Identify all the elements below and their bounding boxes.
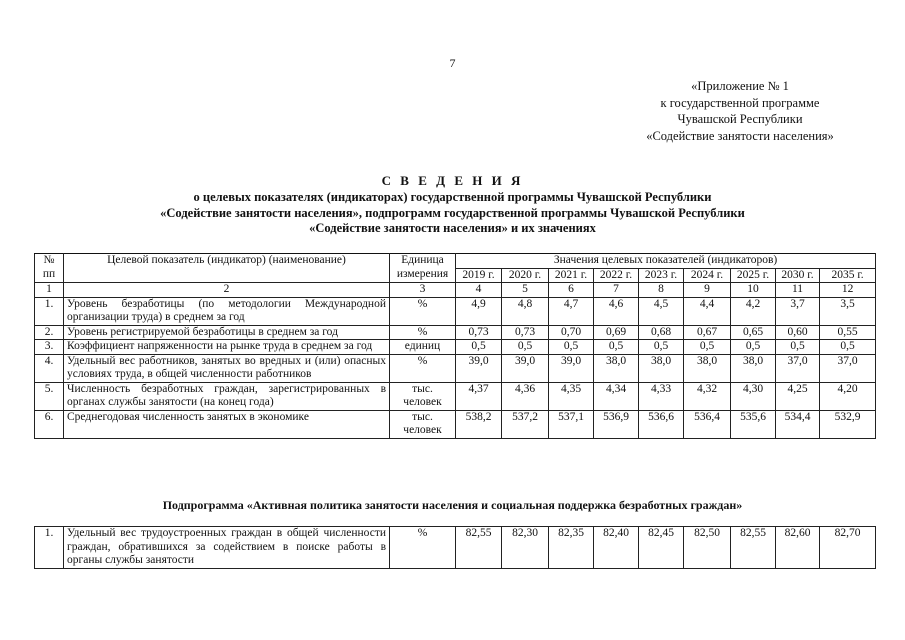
column-number: 9: [684, 283, 731, 298]
value-cell: 4,34: [594, 382, 639, 410]
value-cell: 82,35: [549, 527, 594, 569]
value-cell: 4,20: [820, 382, 876, 410]
value-cell: 0,60: [776, 325, 820, 340]
column-number: 12: [820, 283, 876, 298]
row-number: 3.: [35, 340, 64, 355]
column-number: 11: [776, 283, 820, 298]
value-cell: 0,5: [594, 340, 639, 355]
value-cell: 0,65: [731, 325, 776, 340]
header-year: 2020 г.: [502, 268, 549, 283]
value-cell: 0,68: [639, 325, 684, 340]
column-number: 10: [731, 283, 776, 298]
value-cell: 4,36: [502, 382, 549, 410]
value-cell: 38,0: [684, 354, 731, 382]
value-cell: 82,55: [731, 527, 776, 569]
unit-cell: единиц: [390, 340, 456, 355]
header-num: № пп: [35, 254, 64, 283]
subprogram-heading: Подпрограмма «Активная политика занятости населения и социальная поддержка безработных граждан»: [162, 498, 743, 512]
header-year: 2022 г.: [594, 268, 639, 283]
value-cell: 82,50: [684, 527, 731, 569]
value-cell: 4,5: [639, 297, 684, 325]
header-unit: Единица измерения: [390, 254, 456, 283]
indicator-name: Уровень безработицы (по методологии Международной организации труда) в среднем за год: [64, 297, 390, 325]
value-cell: 82,70: [820, 527, 876, 569]
unit-cell: %: [390, 527, 456, 569]
value-cell: 4,25: [776, 382, 820, 410]
table-row: [35, 410, 876, 438]
header-year: 2025 г.: [731, 268, 776, 283]
document-subtitle: [0, 190, 905, 237]
value-cell: 0,73: [456, 325, 502, 340]
page-number: 7: [449, 56, 456, 70]
value-cell: 536,4: [684, 410, 731, 438]
value-cell: 4,30: [731, 382, 776, 410]
value-cell: 39,0: [549, 354, 594, 382]
value-cell: 39,0: [456, 354, 502, 382]
row-number: 1.: [35, 297, 64, 325]
column-number: 1: [35, 283, 64, 298]
value-cell: 4,32: [684, 382, 731, 410]
indicator-name: Удельный вес трудоустроенных граждан в общей численности граждан, обратившихся за содействием в поиске работы в органы службы занятости: [64, 527, 390, 569]
column-number: 6: [549, 283, 594, 298]
appendix-line: «Приложение № 1: [691, 79, 789, 93]
value-cell: 82,60: [776, 527, 820, 569]
header-year: 2021 г.: [549, 268, 594, 283]
indicator-name: Уровень регистрируемой безработицы в среднем за год: [64, 325, 390, 340]
column-number: 7: [594, 283, 639, 298]
value-cell: 538,2: [456, 410, 502, 438]
header-values-group: Значения целевых показателей (индикаторов): [456, 254, 876, 269]
header-year: 2024 г.: [684, 268, 731, 283]
value-cell: 0,67: [684, 325, 731, 340]
value-cell: 37,0: [776, 354, 820, 382]
indicator-name: Численность безработных граждан, зарегистрированных в органах службы занятости (на конец года): [64, 382, 390, 410]
subtitle-line: «Содействие занятости населения» и их значениях: [309, 221, 596, 235]
row-number: 6.: [35, 410, 64, 438]
value-cell: 38,0: [594, 354, 639, 382]
value-cell: 82,40: [594, 527, 639, 569]
value-cell: 4,6: [594, 297, 639, 325]
value-cell: 4,2: [731, 297, 776, 325]
indicator-name: Среднегодовая численность занятых в экономике: [64, 410, 390, 438]
indicator-name: Удельный вес работников, занятых во вредных и (или) опасных условиях труда, в общей численности работников: [64, 354, 390, 382]
subtitle-line: о целевых показателях (индикаторах) государственной программы Чувашской Республики: [193, 190, 712, 204]
value-cell: 532,9: [820, 410, 876, 438]
value-cell: 82,30: [502, 527, 549, 569]
subtitle-line: «Содействие занятости населения», подпрограмм государственной программы Чувашской Республики: [160, 205, 745, 220]
table-row: [35, 354, 876, 382]
header-year: 2023 г.: [639, 268, 684, 283]
row-number: 1.: [35, 527, 64, 569]
subprogram-table: [34, 526, 876, 569]
table-row: [35, 527, 876, 569]
appendix-block: [590, 78, 890, 144]
appendix-line: к государственной программе: [660, 95, 820, 110]
value-cell: 0,73: [502, 325, 549, 340]
value-cell: 0,55: [820, 325, 876, 340]
column-number: 3: [390, 283, 456, 298]
value-cell: 0,5: [549, 340, 594, 355]
value-cell: 38,0: [731, 354, 776, 382]
value-cell: 82,45: [639, 527, 684, 569]
column-number: 4: [456, 283, 502, 298]
header-year: 2035 г.: [820, 268, 876, 283]
value-cell: 0,5: [820, 340, 876, 355]
value-cell: 0,70: [549, 325, 594, 340]
value-cell: 38,0: [639, 354, 684, 382]
value-cell: 0,5: [502, 340, 549, 355]
value-cell: 0,5: [776, 340, 820, 355]
unit-cell: %: [390, 297, 456, 325]
value-cell: 537,2: [502, 410, 549, 438]
value-cell: 39,0: [502, 354, 549, 382]
value-cell: 0,5: [639, 340, 684, 355]
value-cell: 534,4: [776, 410, 820, 438]
value-cell: 0,5: [456, 340, 502, 355]
value-cell: 0,5: [731, 340, 776, 355]
unit-cell: тыс. человек: [390, 410, 456, 438]
value-cell: 536,6: [639, 410, 684, 438]
value-cell: 4,8: [502, 297, 549, 325]
header-indicator: Целевой показатель (индикатор) (наименование): [64, 254, 390, 283]
value-cell: 3,5: [820, 297, 876, 325]
header-year: 2030 г.: [776, 268, 820, 283]
column-number: 2: [64, 283, 390, 298]
indicators-table: [34, 253, 876, 439]
column-number: 8: [639, 283, 684, 298]
row-number: 4.: [35, 354, 64, 382]
appendix-line: «Содействие занятости населения»: [646, 128, 834, 143]
value-cell: 4,37: [456, 382, 502, 410]
value-cell: 37,0: [820, 354, 876, 382]
unit-cell: тыс. человек: [390, 382, 456, 410]
value-cell: 4,33: [639, 382, 684, 410]
appendix-line: Чувашской Республики: [677, 112, 803, 126]
row-number: 5.: [35, 382, 64, 410]
header-year: 2019 г.: [456, 268, 502, 283]
indicator-name: Коэффициент напряженности на рынке труда в среднем за год: [64, 340, 390, 355]
table-row: [35, 325, 876, 340]
unit-cell: %: [390, 325, 456, 340]
table-row: [35, 382, 876, 410]
unit-cell: %: [390, 354, 456, 382]
table-row: [35, 340, 876, 355]
value-cell: 4,7: [549, 297, 594, 325]
column-number: 5: [502, 283, 549, 298]
value-cell: 0,69: [594, 325, 639, 340]
value-cell: 535,6: [731, 410, 776, 438]
value-cell: 82,55: [456, 527, 502, 569]
value-cell: 4,35: [549, 382, 594, 410]
value-cell: 536,9: [594, 410, 639, 438]
document-title: С В Е Д Е Н И Я: [381, 173, 524, 188]
table-row: [35, 297, 876, 325]
value-cell: 537,1: [549, 410, 594, 438]
value-cell: 4,9: [456, 297, 502, 325]
value-cell: 0,5: [684, 340, 731, 355]
value-cell: 3,7: [776, 297, 820, 325]
value-cell: 4,4: [684, 297, 731, 325]
row-number: 2.: [35, 325, 64, 340]
